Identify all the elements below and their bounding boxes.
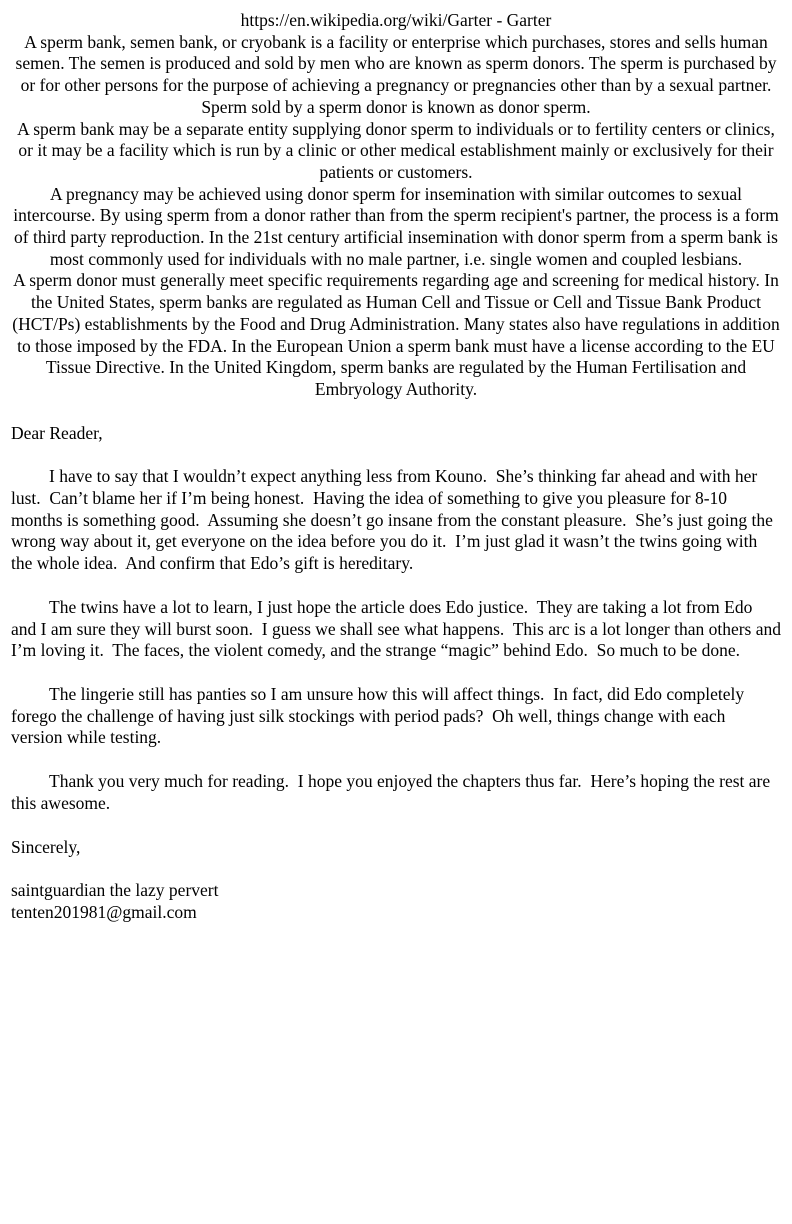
letter-closing: Sincerely, bbox=[11, 836, 81, 857]
letter-paragraph-1: I have to say that I wouldn’t expect anything less from Kouno. She’s thinking far ahead and with her lust. Can’t blame her if I’m being honest. Having the idea of something to give you pleasure for 8-10 months is something good. Assuming she doesn’t go insane from the constant pleasure. She’s just going the wrong way about it, get everyone on the idea before you do it. I’m just glad it wasn’t the twins going with the whole idea. And confirm that Edo’s gift is hereditary. bbox=[11, 466, 778, 574]
wiki-paragraph-1: A sperm bank, semen bank, or cryobank is a facility or enterprise which purchases, stores and sells human semen. The semen is produced and sold by men who are known as sperm donors. The sperm is purchased by or for other persons for the purpose of achieving a pregnancy or pregnancies other than by a sexual partner. Sperm sold by a sperm donor is known as donor sperm. bbox=[15, 31, 781, 117]
wiki-paragraph-3: A pregnancy may be achieved using donor sperm for insemination with similar outcomes to sexual intercourse. By using sperm from a donor rather than from the sperm recipient's partner, the process is a form of third party reproduction. In the 21st century artificial insemination with donor sperm from a sperm bank is most commonly used for individuals with no male partner, i.e. single women and coupled lesbians. bbox=[13, 183, 784, 269]
reader-letter-section bbox=[11, 422, 786, 924]
signature-email: tenten201981@gmail.com bbox=[11, 901, 197, 922]
letter-paragraph-4: Thank you very much for reading. I hope you enjoyed the chapters thus far. Here’s hoping the rest are this awesome. bbox=[11, 771, 775, 813]
wiki-paragraph-2: A sperm bank may be a separate entity supplying donor sperm to individuals or to fertility centers or clinics, or it may be a facility which is run by a clinic or other medical establishment mainly or exclusively for their patients or customers. bbox=[17, 118, 780, 182]
letter-paragraph-2: The twins have a lot to learn, I just hope the article does Edo justice. They are taking a lot from Edo and I am sure they will burst soon. I guess we shall see what happens. This arc is a lot longer than others and I’m loving it. The faces, the violent comedy, and the strange “magic” behind Edo. So much to be done. bbox=[11, 596, 786, 661]
letter-paragraph-3: The lingerie still has panties so I am unsure how this will affect things. In fact, did Edo completely forego the challenge of having just silk stockings with period pads? Oh well, things change with each version while testing. bbox=[11, 683, 749, 748]
wiki-paragraph-4: A sperm donor must generally meet specific requirements regarding age and screening for medical history. In the United States, sperm banks are regulated as Human Cell and Tissue or Cell and Tissue Bank Product (HCT/Ps) establishments by the Food and Drug Administration. Many states also have regulations in addition to those imposed by the FDA. In the European Union a sperm bank must have a license according to the EU Tissue Directive. In the United Kingdom, sperm banks are regulated by the Human Fertilisation and Embryology Authority. bbox=[12, 270, 785, 399]
signature-name: saintguardian the lazy pervert bbox=[11, 880, 219, 901]
source-url-line: https://en.wikipedia.org/wiki/Garter - Garter bbox=[240, 10, 552, 30]
letter-salutation: Dear Reader, bbox=[11, 422, 103, 443]
wiki-excerpt-section bbox=[11, 10, 785, 401]
